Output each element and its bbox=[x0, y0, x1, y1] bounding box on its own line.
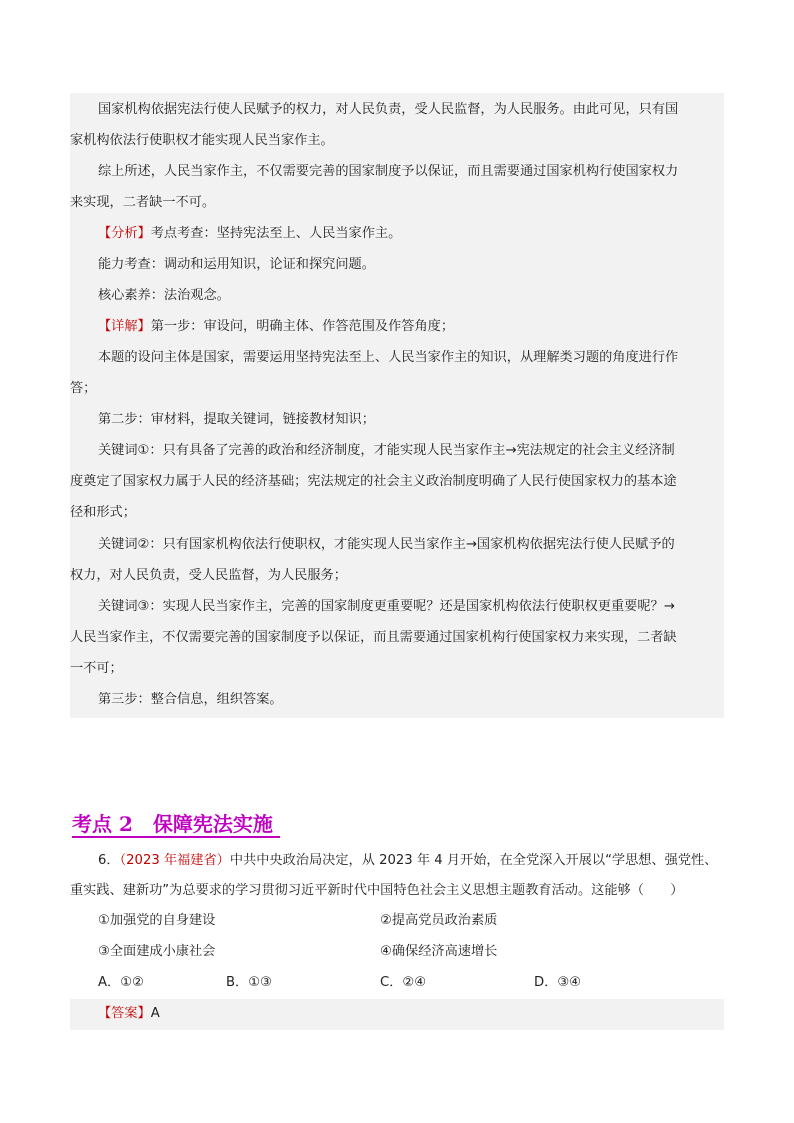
section-title: 考点 2 保障宪法实施 bbox=[72, 812, 273, 836]
explanation-line: 第二步：审材料，提取关键词，链接教材知识； bbox=[98, 412, 375, 427]
explanation-line: 本题的设问主体是国家，需要运用坚持宪法至上、人民当家作主的知识，从理解类习题的角度进行作 bbox=[98, 350, 679, 365]
analysis-tag: 【分析】 bbox=[98, 226, 151, 241]
explanation-line: 关键词①：只有具备了完善的政治和经济制度，才能实现人民当家作主→宪法规定的社会主义经济制 bbox=[98, 443, 675, 458]
explanation-line: 径和形式； bbox=[70, 505, 136, 520]
question-stem-line1 bbox=[98, 852, 717, 870]
choice-c: C．②④ bbox=[380, 975, 427, 990]
analysis-text: 考点考查：坚持宪法至上、人民当家作主。 bbox=[150, 226, 402, 241]
explanation-box bbox=[70, 93, 724, 718]
explanation-line: 综上所述，人民当家作主，不仅需要完善的国家制度予以保证，而且需要通过国家机构行使国家权力 bbox=[98, 164, 679, 179]
explanation-line: 家机构依法行使职权才能实现人民当家作主。 bbox=[70, 133, 334, 148]
choice-b: B．①③ bbox=[226, 975, 272, 990]
option-1: ①加强党的自身建设 bbox=[98, 913, 216, 928]
explanation-line: 关键词②：只有国家机构依法行使职权，才能实现人民当家作主→国家机构依据宪法行使人民赋予的 bbox=[98, 537, 675, 552]
answer-box bbox=[70, 999, 724, 1030]
explanation-line: 答； bbox=[70, 381, 97, 396]
detail-tag: 【详解】 bbox=[98, 319, 151, 334]
explanation-line: 人民当家作主，不仅需要完善的国家制度予以保证，而且需要通过国家机构行使国家权力来实现，二者缺 bbox=[70, 630, 677, 645]
question-number: 6． bbox=[98, 853, 120, 868]
answer-value: A bbox=[150, 1006, 160, 1021]
detail-line bbox=[98, 318, 454, 336]
literacy-line: 核心素养：法治观念。 bbox=[98, 288, 230, 303]
explanation-line: 国家机构依据宪法行使人民赋予的权力，对人民负责，受人民监督，为人民服务。由此可见，只有国 bbox=[98, 102, 679, 117]
explanation-line: 一不可； bbox=[70, 661, 123, 676]
question-source: （2023 年福建省） bbox=[119, 853, 230, 868]
section-underline bbox=[72, 836, 280, 838]
ability-line: 能力考查：调动和运用知识，论证和探究问题。 bbox=[98, 257, 375, 272]
explanation-line: 来实现，二者缺一不可。 bbox=[70, 195, 216, 210]
choice-d: D．③④ bbox=[534, 975, 581, 990]
option-2: ②提高党员政治素质 bbox=[380, 913, 498, 928]
answer-tag: 【答案】 bbox=[98, 1006, 151, 1021]
option-3: ③全面建成小康社会 bbox=[98, 944, 216, 959]
explanation-line: 第三步：整合信息，组织答案。 bbox=[98, 692, 283, 707]
answer-line bbox=[98, 1005, 160, 1023]
choice-a: A．①② bbox=[98, 975, 144, 990]
explanation-line: 关键词③：实现人民当家作主，完善的国家制度更重要呢？还是国家机构依法行使职权更重要呢？→ bbox=[98, 599, 675, 614]
explanation-line: 度奠定了国家权力属于人民的经济基础；宪法规定的社会主义政治制度明确了人民行使国家权力的基本途 bbox=[70, 474, 677, 489]
detail-text: 第一步：审设问，明确主体、作答范围及作答角度； bbox=[150, 319, 455, 334]
option-4: ④确保经济高速增长 bbox=[380, 944, 498, 959]
analysis-line bbox=[98, 225, 401, 243]
question-stem-line2: 重实践、建新功”为总要求的学习贯彻习近平新时代中国特色社会主义思想主题教育活动。这能够（ ） bbox=[70, 883, 684, 898]
question-stem-text: 中共中央政治局决定，从 2023 年 4 月开始，在全党深入开展以“学思想、强党性、 bbox=[229, 853, 718, 868]
explanation-line: 权力，对人民负责，受人民监督，为人民服务； bbox=[70, 568, 347, 583]
